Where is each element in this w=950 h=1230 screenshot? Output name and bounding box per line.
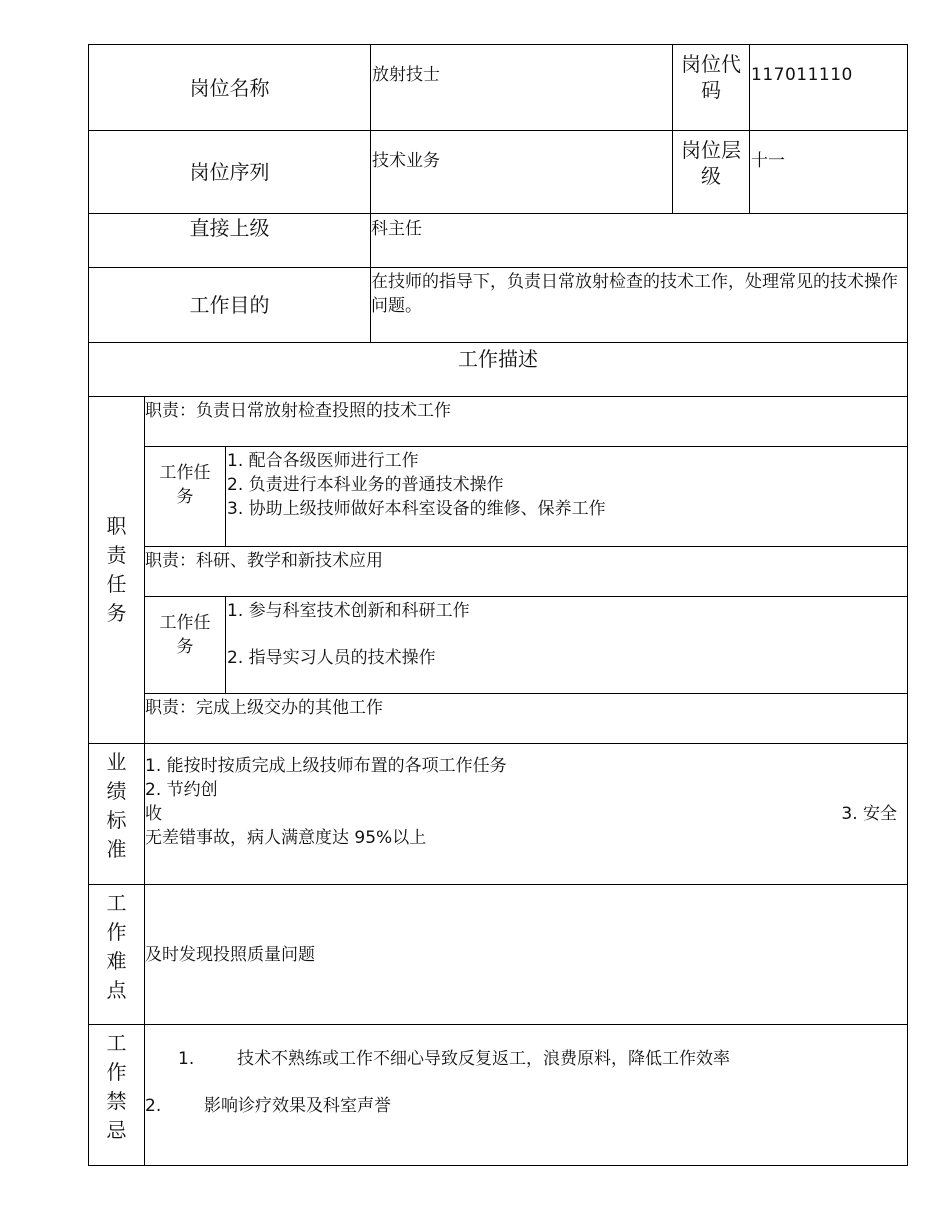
task-item: 2. 指导实习人员的技术操作 [227,648,436,668]
job-description-table [88,44,908,1166]
performance-standards [145,744,908,885]
forbidden-item-text: 影响诊疗效果及科室声誉 [204,1096,391,1116]
task-item: 1. 配合各级医师进行工作 [227,451,419,471]
duty-title: 职责：完成上级交办的其他工作 [145,694,908,744]
performance-line: 2. 节约创 [145,780,218,800]
work-description-title: 工作描述 [89,343,908,397]
performance-line: 收 [145,804,162,824]
direct-superior-value: 科主任 [371,214,908,268]
forbidden-item [145,1047,907,1071]
direct-superior-label: 直接上级 [89,214,371,268]
position-name-label: 岗位名称 [89,45,371,131]
position-level-label: 岗位层级 [673,131,750,214]
work-purpose-label: 工作目的 [89,268,371,343]
position-level-value: 十一 [750,131,908,214]
position-series-value: 技术业务 [371,131,673,214]
duty-title: 职责：科研、教学和新技术应用 [145,547,908,597]
performance-line-right: 3. 安全 [841,804,897,824]
duties-side-label: 职 责 任 务 [89,397,145,744]
difficulty-side-label: 工 作 难 点 [89,885,145,1025]
task-list [226,447,908,547]
forbidden-side-label: 工 作 禁 忌 [89,1025,145,1166]
position-code-value: 117011110 [750,45,908,131]
task-label: 工作任 务 [145,447,226,547]
forbidden-item-number: 2. [145,1096,162,1116]
duty-title: 职责：负责日常放射检查投照的技术工作 [145,397,908,447]
work-purpose-value: 在技师的指导下，负责日常放射检查的技术工作，处理常见的技术操作问题。 [371,268,908,343]
forbidden-item [145,1094,907,1118]
performance-line: 无差错事故，病人满意度达 95%以上 [145,828,427,848]
position-code-label: 岗位代码 [673,45,750,131]
task-item: 1. 参与科室技术创新和科研工作 [227,601,470,621]
forbidden-item-number: 1. [178,1049,195,1069]
task-label: 工作任 务 [145,597,226,694]
forbidden-list [145,1025,908,1166]
difficulty-text: 及时发现投照质量问题 [145,885,908,1025]
task-item: 2. 负责进行本科业务的普通技术操作 [227,475,504,495]
position-series-label: 岗位序列 [89,131,371,214]
performance-side-label: 业 绩 标 准 [89,744,145,885]
task-item: 3. 协助上级技师做好本科室设备的维修、保养工作 [227,499,606,519]
performance-line: 1. 能按时按质完成上级技师布置的各项工作任务 [145,756,507,776]
task-list [226,597,908,694]
forbidden-item-text: 技术不熟练或工作不细心导致反复返工，浪费原料，降低工作效率 [237,1049,730,1069]
position-name-value: 放射技士 [371,45,673,131]
